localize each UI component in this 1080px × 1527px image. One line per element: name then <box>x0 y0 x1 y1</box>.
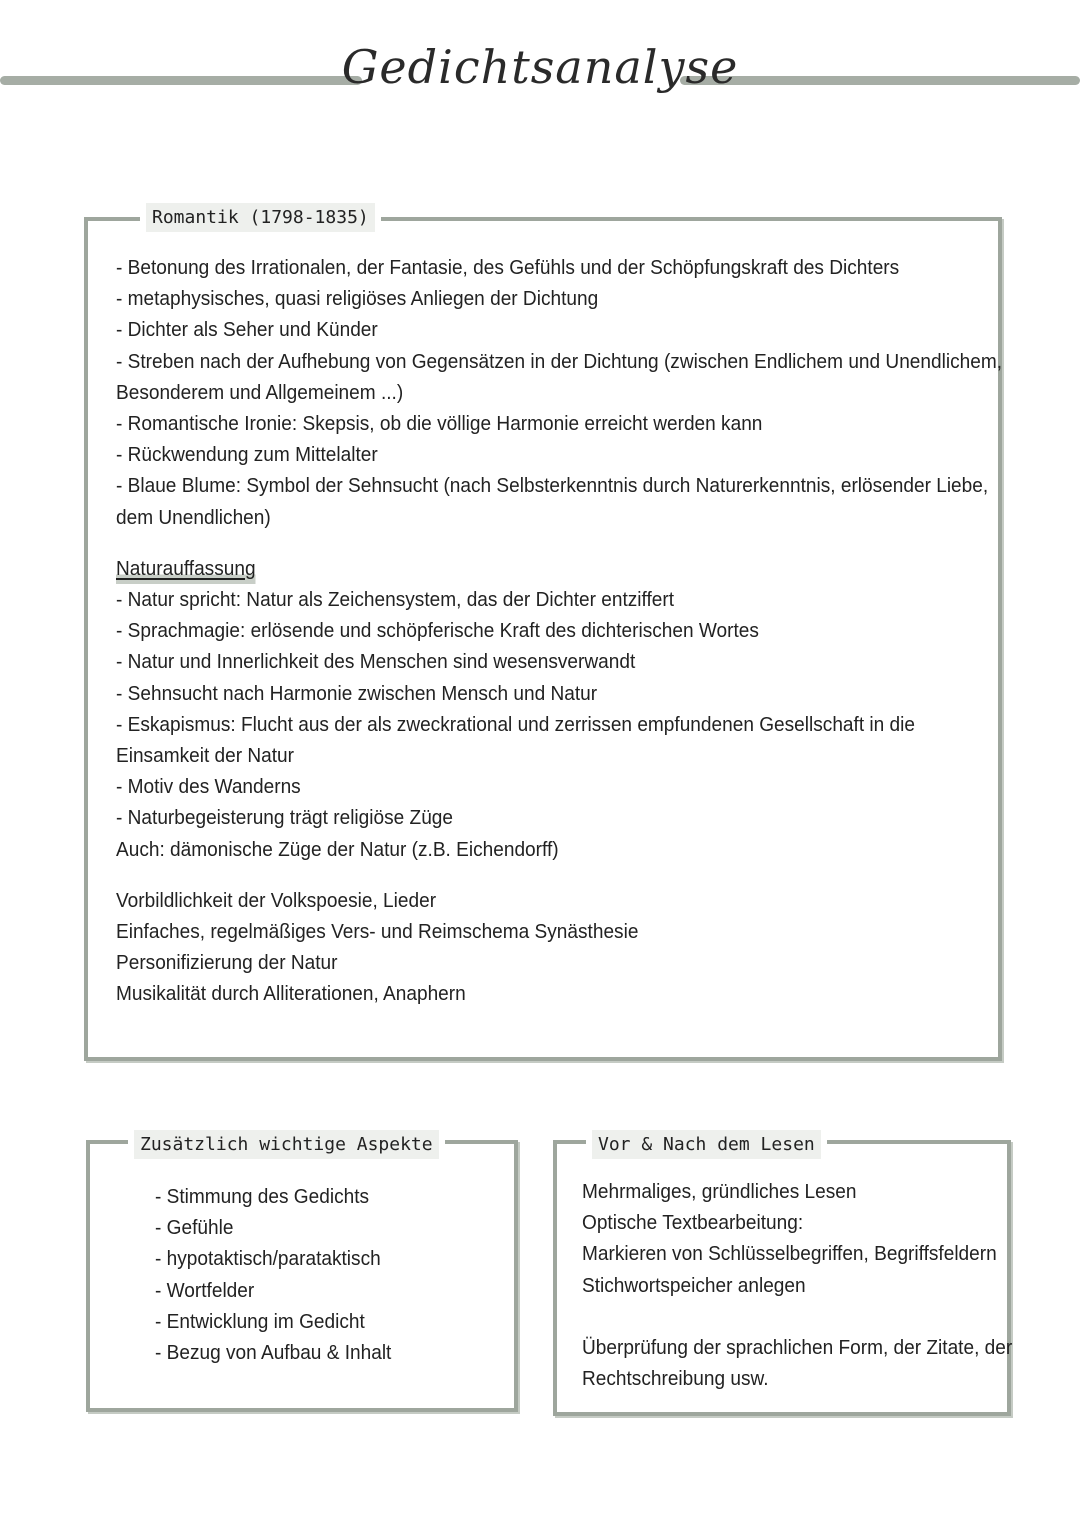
page-title: Gedichtsanalyse <box>341 40 739 94</box>
romantik-line: - Rückwendung zum Mittelalter <box>116 443 378 467</box>
lesen-line: Optische Textbearbeitung: <box>582 1211 804 1235</box>
natur-line: - Motiv des Wanderns <box>116 775 301 799</box>
romantik-body <box>116 252 1002 1010</box>
lesen-line: Stichwortspeicher anlegen <box>582 1273 806 1297</box>
romantik-line: - Blaue Blume: Symbol der Sehnsucht (nach Selbsterkenntnis durch Naturerkenntnis, erlösender Liebe, <box>116 474 989 498</box>
romantik-line: - Dichter als Seher und Künder <box>116 318 378 342</box>
aspekt-item: - Gefühle <box>155 1216 234 1240</box>
aspekt-item: - Stimmung des Gedichts <box>155 1185 370 1208</box>
natur-line: - Sehnsucht nach Harmonie zwischen Mensch und Natur <box>116 681 598 705</box>
form-line: Einfaches, regelmäßiges Vers- und Reimschema Synästhesie <box>116 920 639 944</box>
aspekte-label: Zusätzlich wichtige Aspekte <box>134 1130 439 1159</box>
romantik-line: Besonderem und Allgemeinem ...) <box>116 380 404 404</box>
lesen-body <box>582 1176 1012 1394</box>
romantik-line: dem Unendlichen) <box>116 505 271 529</box>
aspekt-item: - hypotaktisch/parataktisch <box>155 1247 381 1271</box>
form-line: Personifizierung der Natur <box>116 951 338 975</box>
natur-line: - Natur und Innerlichkeit des Menschen sind wesensverwandt <box>116 650 636 674</box>
natur-line: - Natur spricht: Natur als Zeichensystem, das der Dichter entziffert <box>116 588 675 612</box>
form-line: Vorbildlichkeit der Volkspoesie, Lieder <box>116 888 437 912</box>
lesen-line: Mehrmaliges, gründliches Lesen <box>582 1180 857 1203</box>
natur-line: - Eskapismus: Flucht aus der als zweckrational und zerrissen empfundenen Gesellschaft in die <box>116 712 916 736</box>
aspekte-body <box>155 1181 391 1368</box>
naturauffassung-heading: Naturauffassung <box>116 553 256 584</box>
lesen-line: Rechtschreibung usw. <box>582 1367 769 1391</box>
romantik-label: Romantik (1798-1835) <box>146 203 375 232</box>
aspekt-item: - Entwicklung im Gedicht <box>155 1309 365 1333</box>
natur-line: - Naturbegeisterung trägt religiöse Züge <box>116 806 454 830</box>
lesen-label: Vor & Nach dem Lesen <box>592 1130 821 1159</box>
romantik-line: - metaphysisches, quasi religiöses Anliegen der Dichtung <box>116 287 599 311</box>
natur-line: Einsamkeit der Natur <box>116 744 295 768</box>
form-line: Musikalität durch Alliterationen, Anaphern <box>116 982 466 1006</box>
lesen-line: Überprüfung der sprachlichen Form, der Zitate, der <box>582 1335 1013 1359</box>
romantik-line: - Streben nach der Aufhebung von Gegensätzen in der Dichtung (zwischen Endlichem und Unendlichem, <box>116 349 1003 373</box>
romantik-line: - Betonung des Irrationalen, der Fantasie, des Gefühls und der Schöpfungskraft des Dichters <box>116 256 900 279</box>
aspekt-item: - Wortfelder <box>155 1278 255 1302</box>
lesen-line: Markieren von Schlüsselbegriffen, Begriffsfeldern <box>582 1242 997 1266</box>
aspekt-item: - Bezug von Aufbau & Inhalt <box>155 1341 392 1365</box>
natur-line: - Sprachmagie: erlösende und schöpferische Kraft des dichterischen Wortes <box>116 619 759 643</box>
natur-line: Auch: dämonische Züge der Natur (z.B. Eichendorff) <box>116 837 559 861</box>
romantik-line: - Romantische Ironie: Skepsis, ob die völlige Harmonie erreicht werden kann <box>116 412 763 436</box>
